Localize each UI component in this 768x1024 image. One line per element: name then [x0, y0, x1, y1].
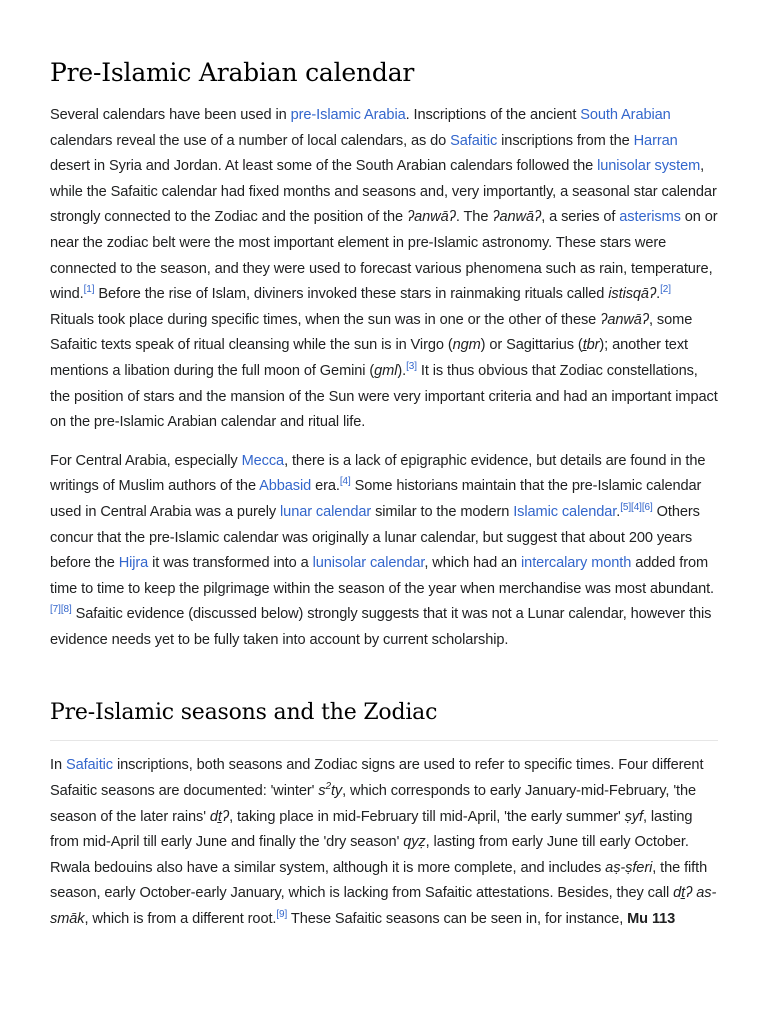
section-heading: Pre-Islamic seasons and the Zodiac — [50, 700, 438, 726]
text: . The — [455, 209, 493, 226]
citation-4b[interactable]: [4] — [631, 502, 642, 514]
text: inscriptions, both seasons and Zodiac signs are used to refer to specific times. Four different Safaitic seasons are documented: 'winter' — [50, 757, 704, 800]
term-anwa: ʔanwāʔ — [600, 311, 650, 328]
paragraph-seasons — [50, 753, 718, 932]
term-ngm: ngm — [452, 337, 481, 354]
citation-9[interactable]: [9] — [276, 909, 288, 921]
citation-8[interactable]: [8] — [60, 604, 72, 616]
text: . — [616, 503, 621, 520]
text: , which is from a different root. — [84, 911, 277, 928]
paragraph-central-arabia — [50, 449, 718, 654]
citation-2[interactable]: [2] — [660, 284, 671, 296]
citation-3[interactable]: [3] — [406, 361, 417, 373]
text: It is thus obvious that Zodiac constellations, the position of stars and the mansion of the Sun were very important criteria and had an important impact on the pre-Islamic Arabian calendar and ritual life. — [50, 362, 718, 431]
link-asterisms[interactable]: asterisms — [619, 209, 681, 226]
term-s2ty-superscript: 2 — [325, 781, 331, 793]
article — [50, 56, 718, 946]
text: , a series of — [541, 209, 620, 226]
text: inscriptions from the — [497, 132, 634, 149]
text: , taking place in mid-February till mid-April, 'the early summer' — [229, 808, 625, 825]
term-syf: ṣyf — [624, 808, 643, 825]
text: , lasting from mid-April till early June and finally the 'dry season' — [50, 808, 693, 851]
text: , which corresponds to early January-mid-February, 'the season of the later rains' — [50, 783, 696, 825]
link-safaitic[interactable]: Safaitic — [65, 757, 113, 774]
text: , lasting from early June till early October. Rwala bedouins also have a similar system, although it is more complete, and includes — [50, 834, 689, 876]
text: ). — [397, 362, 407, 379]
text: Others concur that the pre-Islamic calendar was originally a lunar calendar, but suggest that about 200 years before the — [50, 503, 700, 572]
text: Before the rise of Islam, diviners invoked these stars in rainmaking rituals called — [94, 286, 609, 303]
text: , which had an — [424, 555, 522, 572]
link-lunisolar-system[interactable]: lunisolar system — [597, 158, 701, 175]
paragraph-intro — [50, 103, 718, 436]
text: ); another text mentions a libation during the full moon of Gemini ( — [50, 337, 688, 379]
link-safaitic[interactable]: Safaitic — [450, 132, 498, 149]
page-title: Pre-Islamic Arabian calendar — [50, 58, 415, 87]
text: on or near the zodiac belt were the most important element in pre-Islamic astronomy. These stars were connected to the season, and they were used to forecast various phenomena such as rain, temperature, wind. — [50, 209, 718, 303]
text: similar to the modern — [371, 503, 514, 520]
text: desert in Syria and Jordan. At least some of the South Arabian calendars followed the — [50, 158, 598, 175]
text: , there is a lack of epigraphic evidence, but details are found in the writings of Muslim authors of the — [50, 452, 706, 495]
citation-6[interactable]: [6] — [641, 502, 653, 514]
citation-5[interactable]: [5] — [620, 502, 632, 514]
text: . Inscriptions of the ancient — [405, 107, 581, 123]
link-mecca[interactable]: Mecca — [241, 452, 285, 469]
link-abbasid[interactable]: Abbasid — [259, 478, 312, 495]
term-tbr: ṯbr — [582, 337, 600, 354]
text: it was transformed into a — [148, 555, 313, 572]
text: In — [50, 757, 66, 774]
text: , the fifth season, early October-early January, which is lacking from Safaitic attestations. Besides, they call — [50, 859, 708, 902]
citation-4[interactable]: [4] — [339, 476, 351, 488]
term-gml: gml — [374, 362, 398, 379]
term-qyz: qyẓ — [403, 834, 426, 851]
text: ) or Sagittarius ( — [480, 337, 583, 354]
term-s2ty — [318, 783, 342, 799]
link-intercalary-month[interactable]: intercalary month — [521, 555, 632, 572]
link-harran[interactable]: Harran — [633, 132, 678, 149]
text: calendars reveal the use of a number of local calendars, as do — [50, 132, 451, 149]
term-s2ty-part: s — [318, 783, 326, 800]
term-dtk: dṯʔ — [209, 808, 230, 825]
citation-1[interactable]: [1] — [83, 284, 95, 296]
link-lunisolar-calendar[interactable]: lunisolar calendar — [312, 555, 425, 572]
text: Some historians maintain that the pre-Islamic calendar used in Central Arabia was a purely — [50, 478, 702, 520]
term-as-sferi: aṣ-ṣferi — [605, 859, 653, 876]
text: added from time to time to keep the pilgrimage within the season of the year when merchandise was most abundant. — [50, 555, 715, 597]
term-anwa: ʔanwāʔ — [492, 209, 542, 226]
link-hijra[interactable]: Hijra — [118, 555, 149, 572]
text: Rituals took place during specific times, when the sun was in one or the other of these — [50, 311, 601, 328]
text: era. — [311, 478, 340, 495]
text: These Safaitic seasons can be seen in, for instance, — [287, 911, 628, 928]
text: , while the Safaitic calendar had fixed months and seasons and, very importantly, a seasonal star calendar strongly connected to the Zodiac and the position of the — [50, 158, 717, 226]
link-south-arabian[interactable]: South Arabian — [580, 107, 671, 123]
text: Several calendars have been used in — [50, 107, 291, 123]
inscription-ref: Mu 113 — [627, 911, 676, 928]
section-heading-wrapper — [50, 666, 718, 741]
term-dt-as-smak: dṯʔ as-smāk — [50, 885, 717, 928]
link-pre-islamic-arabia[interactable]: pre-Islamic Arabia — [290, 107, 406, 123]
link-lunar-calendar[interactable]: lunar calendar — [280, 503, 372, 520]
link-islamic-calendar[interactable]: Islamic calendar — [513, 503, 617, 520]
citation-7[interactable]: [7] — [50, 604, 61, 616]
text: For Central Arabia, especially — [50, 452, 242, 469]
term-istisqa: istisqāʔ — [608, 286, 657, 303]
text: , some Safaitic texts speak of ritual cleansing while the sun is in Virgo ( — [50, 311, 693, 354]
text: . — [656, 286, 661, 303]
term-anwa: ʔanwāʔ — [406, 209, 456, 226]
term-s2ty-part: ty — [330, 783, 343, 800]
text: Safaitic evidence (discussed below) strongly suggests that it was not a Lunar calendar, however this evidence needs yet to be fully taken into account by current scholarship. — [50, 606, 712, 648]
